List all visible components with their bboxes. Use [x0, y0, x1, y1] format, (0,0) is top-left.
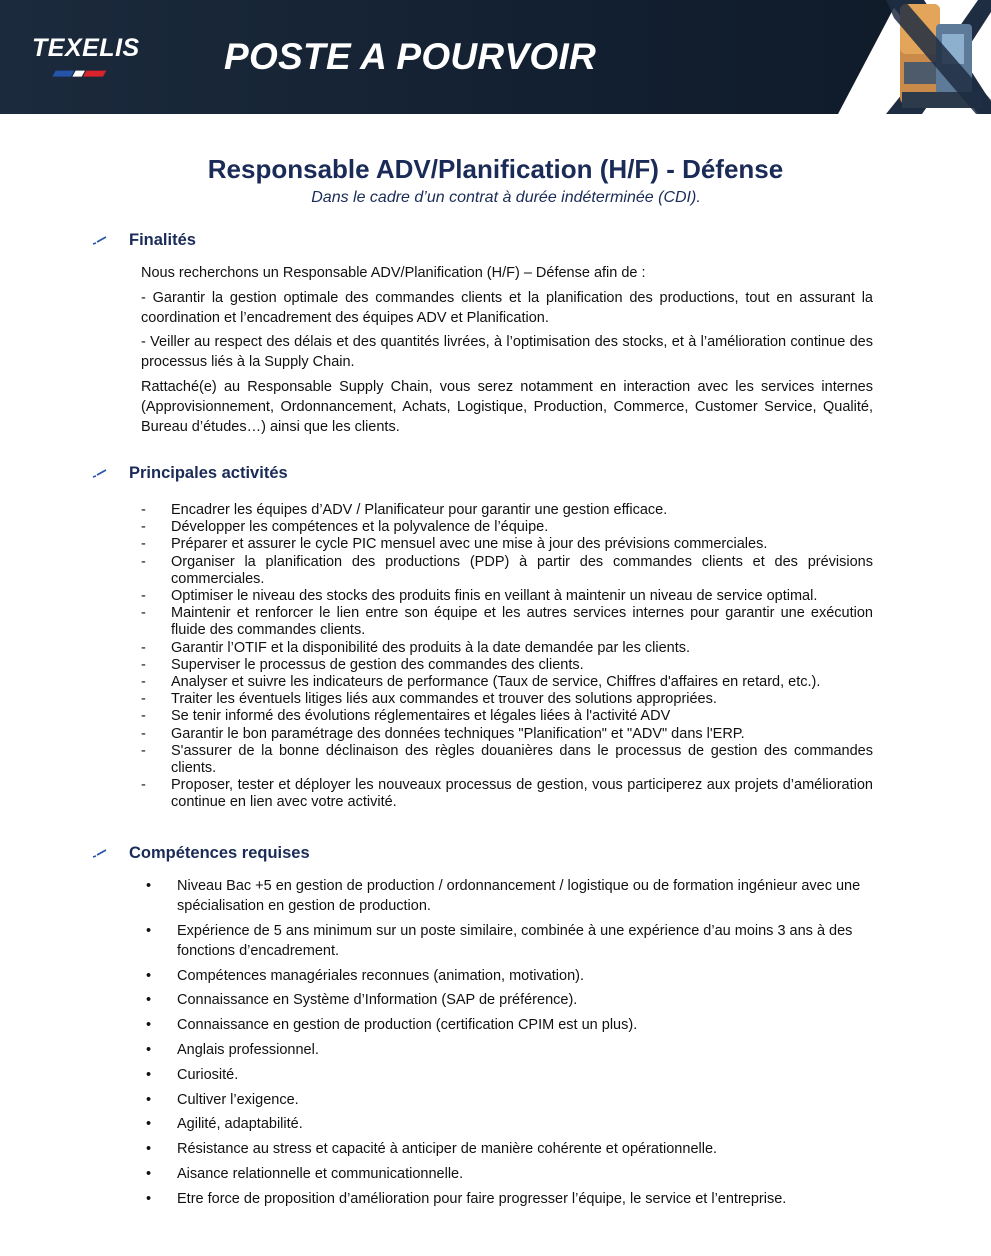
list-item-text: Etre force de proposition d’amélioration pour faire progresser l’équipe, le service et l’entreprise. — [177, 1190, 787, 1207]
job-title: Responsable ADV/Planification (H/F) - Défense — [207, 154, 784, 184]
dash-bullet: - — [141, 519, 146, 536]
finalites-paragraph: - Garantir la gestion optimale des commandes clients et la planification des productions, tout en assurant la coordination et l’encadrement des équipes ADV et Planification. — [141, 290, 873, 326]
list-item-text: Anglais professionnel. — [177, 1041, 319, 1058]
list-item-text: Cultiver l’exigence. — [177, 1091, 299, 1108]
list-item-text: Se tenir informé des évolutions réglementaires et légales liées à l'activité ADV — [171, 708, 671, 725]
activities-list — [141, 502, 873, 812]
list-item-text: Proposer, tester et déployer les nouveaux processus de gestion, vous participerez aux projets d’amélioration continue en lien avec votre activité. — [171, 777, 873, 811]
list-item — [141, 588, 873, 605]
list-item — [141, 554, 873, 588]
list-item-text: Agilité, adaptabilité. — [177, 1116, 303, 1133]
dash-bullet: - — [141, 639, 146, 656]
bullet-dot: • — [146, 1017, 152, 1034]
bullet-dot: • — [146, 1041, 152, 1058]
finalites-paragraph: - Veiller au respect des délais et des quantités livrées, à l’optimisation des stocks, et à l’amélioration continue des processus liés à la Supply Chain. — [141, 334, 873, 370]
list-item-text: Connaissance en Système d’Information (SAP de préférence). — [177, 992, 578, 1009]
bullet-dot: • — [146, 878, 152, 894]
dash-bullet: - — [141, 536, 146, 553]
list-item-text: Optimiser le niveau des stocks des produits finis en veillant à maintenir un niveau de service optimal. — [171, 588, 818, 605]
section-title: Finalités — [129, 231, 196, 249]
list-item — [141, 519, 873, 536]
section-title: Compétences requises — [129, 844, 310, 862]
list-item-text: Curiosité. — [177, 1066, 239, 1083]
dash-bullet: - — [141, 725, 146, 742]
checkmark-icon — [92, 467, 108, 479]
dash-bullet: - — [141, 605, 146, 622]
list-item — [141, 691, 873, 708]
list-item — [146, 1065, 873, 1085]
finalites-paragraph: Rattaché(e) au Responsable Supply Chain, vous serez notamment en interaction avec les services internes (Approvisionnement, Ordonnancement, Achats, Logistique, Production, Commerce, Customer Service, Qualité, Bureau d’études…) ainsi que les clients. — [141, 379, 873, 435]
logo-text: TEXELIS — [32, 34, 140, 62]
list-item-text: Analyser et suivre les indicateurs de performance (Taux de service, Chiffres d'affaires en retard, etc.). — [171, 674, 821, 691]
dash-bullet: - — [141, 708, 146, 725]
list-item — [141, 640, 873, 657]
bullet-dot: • — [146, 1116, 152, 1133]
dash-bullet: - — [141, 777, 146, 794]
list-item — [141, 605, 873, 639]
list-item — [146, 1015, 873, 1035]
list-item — [146, 1040, 873, 1060]
list-item-text: Garantir l’OTIF et la disponibilité des produits à la date demandée par les clients. — [171, 639, 691, 656]
list-item-text: Traiter les éventuels litiges liés aux commandes et trouver des solutions appropriées. — [171, 691, 717, 708]
list-item-text: Encadrer les équipes d’ADV / Planificateur pour garantir une gestion efficace. — [171, 502, 668, 518]
list-item-text: Préparer et assurer le cycle PIC mensuel avec une mise à jour des prévisions commerciales. — [171, 536, 768, 553]
list-item-text: Développer les compétences et la polyvalence de l’équipe. — [171, 519, 549, 536]
list-item — [146, 1189, 873, 1209]
list-item — [141, 657, 873, 674]
list-item — [146, 990, 873, 1010]
bullet-dot: • — [146, 1066, 152, 1083]
bullet-dot: • — [146, 992, 152, 1009]
list-item — [146, 1164, 873, 1184]
bullet-dot: • — [146, 1190, 152, 1207]
dash-bullet: - — [141, 588, 146, 605]
list-item — [146, 921, 873, 961]
bullet-dot: • — [146, 1141, 152, 1158]
list-item — [141, 502, 873, 519]
list-item — [141, 708, 873, 725]
list-item — [141, 726, 873, 743]
section-title: Principales activités — [129, 464, 288, 482]
list-item-text: Connaissance en gestion de production (certification CPIM est un plus). — [177, 1017, 638, 1034]
bullet-dot: • — [146, 922, 152, 939]
dash-bullet: - — [141, 691, 146, 708]
list-item — [146, 1114, 873, 1134]
list-item — [146, 1139, 873, 1159]
list-item-text: Aisance relationnelle et communicationnelle. — [177, 1165, 464, 1182]
list-item-text: Maintenir et renforcer le lien entre son équipe et les autres services internes pour garantir une exécution fluide des commandes clients. — [171, 605, 873, 639]
contract-subtitle: Dans le cadre d’un contrat à durée indéterminée (CDI). — [311, 189, 701, 206]
list-item — [141, 743, 873, 777]
checkmark-icon — [92, 234, 108, 246]
list-item — [146, 966, 873, 986]
list-item-text: S'assurer de la bonne déclinaison des règles douanières dans le processus de gestion des commandes clients. — [171, 742, 873, 777]
list-item — [141, 536, 873, 553]
list-item-text: Résistance au stress et capacité à anticiper de manière cohérente et opérationnelle. — [177, 1141, 718, 1158]
dash-bullet: - — [141, 553, 146, 570]
flag-stripes-icon — [38, 70, 116, 78]
header-collage-image — [838, 0, 991, 114]
texelis-logo — [32, 34, 140, 63]
finalites-intro: Nous recherchons un Responsable ADV/Planification (H/F) – Défense afin de : — [141, 265, 646, 281]
skills-list — [146, 876, 873, 1214]
bullet-dot: • — [146, 1165, 152, 1182]
bullet-dot: • — [146, 967, 152, 984]
header-title: POSTE A POURVOIR — [224, 36, 597, 77]
list-item — [146, 1090, 873, 1110]
dash-bullet: - — [141, 674, 146, 691]
checkmark-icon — [92, 847, 108, 859]
list-item — [141, 777, 873, 811]
list-item-text: Expérience de 5 ans minimum sur un poste similaire, combinée à une expérience d’au moins 3 ans à des fonctions d’encadrement. — [177, 922, 853, 959]
list-item-text: Superviser le processus de gestion des commandes des clients. — [171, 656, 584, 673]
list-item — [141, 674, 873, 691]
list-item — [146, 876, 873, 916]
dash-bullet: - — [141, 742, 146, 759]
list-item-text: Compétences managériales reconnues (animation, motivation). — [177, 967, 585, 984]
header-banner — [0, 0, 991, 114]
dash-bullet: - — [141, 656, 146, 673]
list-item-text: Niveau Bac +5 en gestion de production / ordonnancement / logistique ou de formation ingénieur avec une spécialisation en gestion de production. — [177, 878, 861, 914]
bullet-dot: • — [146, 1091, 152, 1108]
list-item-text: Garantir le bon paramétrage des données techniques "Planification" et "ADV" dans l'ERP. — [171, 725, 745, 742]
list-item-text: Organiser la planification des productions (PDP) à partir des commandes clients et des prévisions commerciales. — [171, 553, 873, 587]
dash-bullet: - — [141, 502, 146, 518]
